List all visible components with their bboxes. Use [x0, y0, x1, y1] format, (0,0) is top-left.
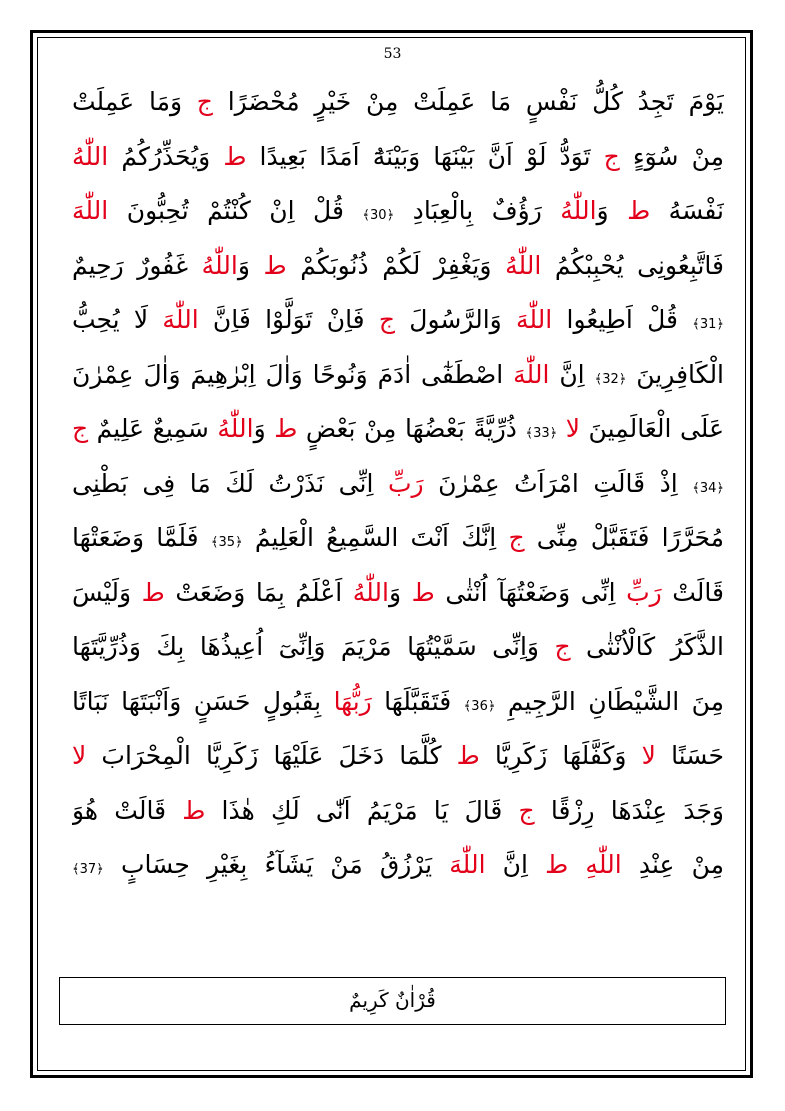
- red-text-span: لا: [641, 741, 656, 770]
- red-text-span: ط: [141, 577, 165, 607]
- ayah-number: ﴿30﴾: [362, 208, 395, 223]
- text-line: [72, 729, 724, 784]
- text-span: فَاِنْ تَوَلَّوْا فَاِنَّ: [198, 305, 379, 334]
- ayah-number: ﴿32﴾: [594, 371, 627, 387]
- red-text-span: ج: [72, 414, 89, 443]
- text-span: فَاتَّبِعُونِى يُحْبِبْكُمُ: [541, 250, 724, 280]
- text-span: وَيُحَذِّرُكُمُ: [108, 141, 224, 171]
- red-text-span: ط: [456, 741, 480, 770]
- text-span: اِنِّى نَذَرْتُ لَكَ مَا فِى بَطْنِى: [72, 468, 388, 498]
- red-text-span: اللّٰهِ: [585, 850, 622, 879]
- ayah-number: ﴿35﴾: [210, 535, 243, 550]
- red-text-span: ط: [274, 414, 298, 443]
- text-span: وَلَيْسَ: [72, 577, 142, 607]
- text-span: اِذْ قَالَتِ امْرَاَتُ عِمْرٰنَ: [423, 468, 693, 498]
- red-text-span: اللّٰهُ: [217, 414, 254, 443]
- text-span: اَعْلَمُ بِمَا وَضَعَتْ: [164, 577, 353, 607]
- text-line: [72, 348, 724, 403]
- text-span: فَتَقَبَّلَهَا: [371, 686, 464, 716]
- red-text-span: ط: [182, 795, 206, 825]
- text-line: [72, 184, 724, 239]
- text-span: اِنَّكَ اَنْتَ السَّمِيعُ الْعَلِيمُ: [242, 523, 509, 552]
- text-line: [72, 620, 724, 675]
- text-span: وَمَا عَمِلَتْ: [72, 87, 197, 116]
- text-span: وَيَغْفِرْ لَكُمْ ذُنُوبَكُمْ: [286, 250, 506, 280]
- text-span: يَرْزُقُ مَنْ يَشَآءُ بِغَيْرِ حِسَابٍ: [103, 850, 450, 879]
- red-text-span: لا: [72, 741, 87, 770]
- text-line: [72, 130, 724, 185]
- text-span: وَالرَّسُولَ: [395, 305, 516, 334]
- red-text-span: رَبُّهَا: [333, 686, 372, 716]
- red-text-span: ط: [223, 141, 247, 171]
- text-line: [72, 675, 724, 730]
- red-text-span: ط: [411, 577, 435, 607]
- red-text-span: اللّٰهَ: [513, 359, 550, 389]
- text-span: قَالَتْ: [661, 577, 724, 607]
- red-text-span: لا: [565, 414, 581, 443]
- text-span: وَكَفَّلَهَا زَكَرِيَّا: [479, 741, 642, 770]
- text-span: لَا يُحِبُّ: [72, 305, 163, 334]
- text-span: اِنِّى وَضَعْتُهَآ اُنْثٰى: [434, 577, 627, 607]
- text-line: [72, 75, 724, 130]
- footer-box: [59, 977, 726, 1025]
- red-text-span: اللّٰهَ: [449, 850, 486, 879]
- red-text-span: اللّٰهَ: [516, 305, 553, 334]
- red-text-span: ج: [603, 141, 620, 171]
- text-line: [72, 511, 724, 566]
- red-text-span: اللّٰهَ: [162, 305, 199, 334]
- ayah-number: ﴿33﴾: [525, 426, 558, 441]
- text-span: رَؤُفٌ بِالْعِبَادِ: [394, 196, 561, 225]
- text-span: وَ: [253, 414, 275, 443]
- text-span: عَلَى الْعَالَمِينَ: [580, 414, 724, 443]
- red-text-span: اللّٰهُ: [201, 250, 238, 280]
- text-line: [72, 566, 724, 621]
- text-span: اِنَّ: [485, 850, 546, 879]
- text-span: [557, 414, 566, 443]
- ayah-number: ﴿37﴾: [72, 862, 104, 877]
- text-line: [72, 239, 724, 294]
- ayah-number: ﴿31﴾: [692, 317, 724, 332]
- ayah-number: ﴿34﴾: [692, 480, 724, 496]
- text-span: قَالَ يَا مَرْيَمُ اَنّٰى لَكِ هٰذَا: [205, 795, 519, 825]
- red-text-span: اللّٰهُ: [560, 196, 597, 225]
- red-text-span: رَبِّ: [626, 577, 662, 607]
- text-span: تَوَدُّ لَوْ اَنَّ بَيْنَهَا وَبَيْنَهُٓ اَمَدًا بَعِيدًا: [246, 141, 604, 171]
- red-text-span: رَبِّ: [387, 468, 424, 498]
- text-span: مِنْ عِنْدِ: [621, 850, 724, 879]
- text-span: مِنَ الشَّيْطَانِ الرَّجِيمِ: [495, 686, 724, 716]
- text-span: قُلْ اَطِيعُوا: [552, 305, 693, 334]
- red-text-span: اللّٰهَ: [72, 196, 109, 225]
- text-span: الْكَافِرِينَ: [626, 359, 724, 389]
- text-span: يَوْمَ تَجِدُ كُلُّ نَفْسٍ مَا عَمِلَتْ مِنْ خَيْرٍ مُحْضَرًا: [212, 87, 724, 116]
- text-span: مُحَرَّرًا فَتَقَبَّلْ مِنِّى: [524, 523, 724, 552]
- text-span: غَفُورٌ رَحِيمٌ: [72, 250, 202, 280]
- text-line: [72, 457, 724, 512]
- red-text-span: ج: [196, 87, 213, 116]
- red-text-span: ط: [263, 250, 287, 280]
- text-span: ذُرِّيَّةً بَعْضُهَا مِنْ بَعْضٍ: [297, 414, 526, 443]
- red-text-span: ط: [545, 850, 569, 879]
- text-span: وَ: [596, 196, 628, 225]
- red-text-span: ج: [554, 632, 571, 661]
- red-text-span: ج: [518, 795, 535, 825]
- text-line: [72, 293, 724, 348]
- text-span: مِنْ سُوٓءٍ: [619, 141, 724, 171]
- text-span: وَاِنِّى سَمَّيْتُهَا مَرْيَمَ وَاِنِّىٓ اُعِيذُهَا بِكَ وَذُرِّيَّتَهَا: [72, 632, 555, 661]
- red-text-span: ج: [378, 305, 396, 334]
- text-line: [72, 784, 724, 839]
- text-span: اصْطَفٰٓى اٰدَمَ وَنُوحًا وَاٰلَ اِبْرٰهِيمَ وَاٰلَ عِمْرٰنَ: [72, 359, 514, 389]
- red-text-span: ط: [627, 196, 651, 225]
- text-span: بِقَبُولٍ حَسَنٍ وَاَنْبَتَهَا نَبَاتًا: [72, 686, 334, 716]
- text-span: وَجَدَ عِنْدَهَا رِزْقًا: [534, 795, 724, 825]
- red-text-span: اللّٰهُ: [352, 577, 389, 607]
- text-span: فَلَمَّا وَضَعَتْهَا: [72, 523, 211, 552]
- text-line: [72, 838, 724, 893]
- footer-title: قُرْاٰنٌ كَرِيمٌ: [349, 988, 436, 1012]
- text-span: نَفْسَهُ: [650, 196, 724, 225]
- text-span: الذَّكَرُ كَالْاُنْثٰى: [570, 632, 724, 661]
- red-text-span: اللّٰهُ: [72, 141, 109, 171]
- page-number: 53: [383, 46, 402, 62]
- text-span: كُلَّمَا دَخَلَ عَلَيْهَا زَكَرِيَّا الْمِحْرَابَ: [86, 741, 457, 770]
- text-span: سَمِيعٌ عَلِيمٌ: [88, 414, 218, 443]
- ayah-number: ﴿36﴾: [463, 698, 496, 714]
- quran-text-block: [72, 75, 724, 893]
- text-span: قُلْ اِنْ كُنْتُمْ تُحِبُّونَ: [108, 196, 363, 225]
- text-line: [72, 402, 724, 457]
- red-text-span: اللّٰهُ: [505, 250, 542, 280]
- text-span: [568, 850, 585, 879]
- text-span: قَالَتْ هُوَ: [72, 795, 183, 825]
- red-text-span: ج: [508, 523, 525, 552]
- text-span: حَسَنًا: [655, 741, 724, 770]
- text-span: وَ: [237, 250, 264, 280]
- text-span: وَ: [389, 577, 412, 607]
- text-span: اِنَّ: [549, 359, 595, 389]
